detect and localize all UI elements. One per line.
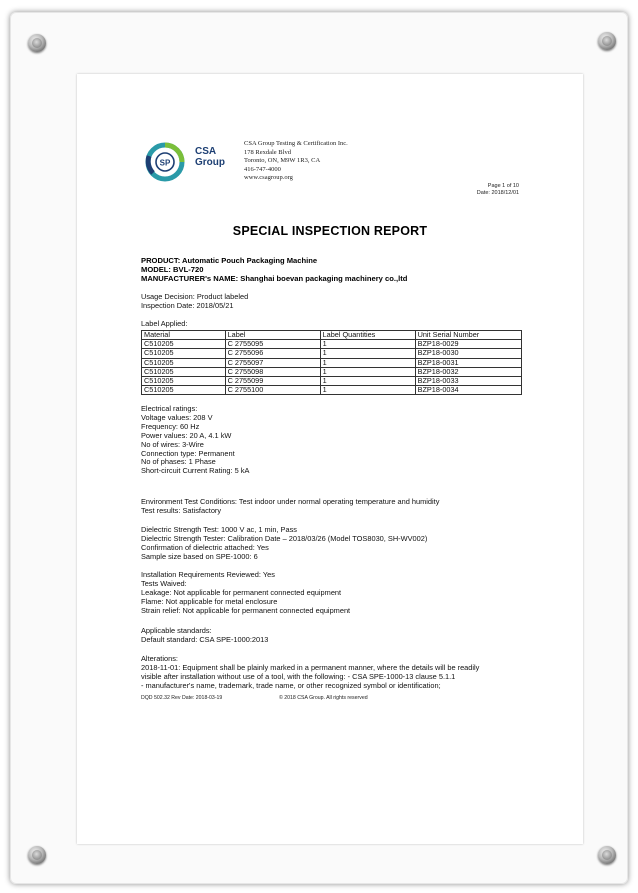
usage-decision: Usage Decision: Product labeled: [141, 292, 249, 301]
svg-text:SP: SP: [159, 158, 171, 168]
column-header: Label: [225, 331, 320, 340]
table-row: [142, 376, 522, 385]
alterations-line: visible after installation without use of a tool, with the following: - CSA SPE-1000-13 clause 5.1.1: [141, 671, 456, 681]
environment-line: Environment Test Conditions: Test indoor under normal operating temperature and humidity: [141, 497, 440, 506]
page-title: SPECIAL INSPECTION REPORT: [232, 224, 428, 238]
table-cell: C 2755100: [225, 386, 320, 395]
labels-heading: Label Applied:: [141, 319, 188, 328]
csa-logo-icon: [145, 142, 189, 182]
alterations-line: - manufacturer's name, trademark, trade name, or other recognized symbol or identification;: [141, 680, 441, 690]
manufacturer-line: MANUFACTURER's NAME: Shanghai boevan packaging machinery co.,ltd: [141, 274, 408, 284]
electrical-line: Connection type: Permanent: [141, 448, 235, 458]
table-cell: BZP18-0030: [415, 349, 521, 358]
electrical-line: Frequency: 60 Hz: [141, 421, 200, 431]
usage-block: [141, 293, 248, 311]
dielectric-strength: [141, 526, 427, 562]
environment-conditions: [141, 498, 439, 516]
address-line: Toronto, ON, M9W 1R3, CA: [244, 157, 321, 165]
applicable-standards: [141, 627, 268, 645]
electrical-line: Voltage values: 208 V: [141, 412, 213, 422]
table-cell: BZP18-0031: [415, 358, 521, 367]
address-line: www.csagroup.org: [244, 174, 293, 182]
logo-wordmark: [195, 146, 225, 168]
logo-line-2: Group: [195, 157, 225, 168]
label-table: [141, 330, 522, 395]
product-line: PRODUCT: Automatic Pouch Packaging Machine: [141, 256, 318, 265]
screw-top-left: [28, 34, 46, 52]
display-frame: [10, 12, 628, 884]
screw-top-right: [598, 32, 616, 50]
dielectric-line: Confirmation of dielectric attached: Yes: [141, 542, 269, 552]
model-line: MODEL: BVL-720: [141, 265, 204, 275]
dielectric-line: Dielectric Strength Test: 1000 V ac, 1 min, Pass: [141, 525, 297, 534]
address-line: CSA Group Testing & Certification Inc.: [244, 140, 348, 147]
alterations: [141, 655, 479, 691]
standards-line: Applicable standards:: [141, 626, 212, 635]
table-cell: C510205: [142, 386, 226, 395]
csa-logo: [145, 142, 223, 182]
installation-requirements: [141, 571, 350, 616]
electrical-ratings: [141, 405, 249, 476]
table-cell: 1: [320, 349, 415, 358]
form-id: DQD 502.32 Rev Date: 2018-03-19: [141, 695, 223, 701]
installation-line: Leakage: Not applicable for permanent connected equipment: [141, 587, 342, 597]
table-cell: C 2755099: [225, 376, 320, 385]
table-cell: C 2755097: [225, 358, 320, 367]
table-cell: 1: [320, 367, 415, 376]
electrical-line: No of phases: 1 Phase: [141, 457, 216, 467]
company-address: [244, 140, 348, 183]
table-row: [142, 386, 522, 395]
alterations-line: 2018-11-01: Equipment shall be plainly marked in a permanent manner, where the details will be readily: [141, 662, 480, 672]
electrical-line: Electrical ratings:: [141, 404, 198, 413]
table-cell: BZP18-0032: [415, 367, 521, 376]
copyright: © 2018 CSA Group. All rights reserved: [279, 695, 368, 701]
report-date: Date: 2018/12/01: [476, 190, 519, 196]
table-cell: 1: [320, 376, 415, 385]
report-page: [77, 74, 583, 844]
table-row: [142, 367, 522, 376]
environment-line: Test results: Satisfactory: [141, 505, 222, 515]
dielectric-line: Sample size based on SPE-1000: 6: [141, 551, 258, 561]
table-cell: 1: [320, 386, 415, 395]
table-row: [142, 349, 522, 358]
page-number: Page 1 of 10: [487, 183, 519, 189]
installation-line: Installation Requirements Reviewed: Yes: [141, 570, 275, 579]
installation-line: Flame: Not applicable for metal enclosure: [141, 596, 278, 606]
screw-bottom-left: [28, 846, 46, 864]
table-cell: C 2755098: [225, 367, 320, 376]
table-cell: BZP18-0034: [415, 386, 521, 395]
table-header-row: [142, 331, 522, 340]
table-row: [142, 358, 522, 367]
column-header: Label Quantities: [320, 331, 415, 340]
table-cell: C510205: [142, 376, 226, 385]
electrical-line: Power values: 20 A, 4.1 kW: [141, 430, 232, 440]
address-line: 178 Rexdale Blvd: [244, 148, 291, 156]
installation-line: Strain relief: Not applicable for permanent connected equipment: [141, 605, 351, 615]
column-header: Material: [142, 331, 226, 340]
table-cell: C510205: [142, 367, 226, 376]
dielectric-line: Dielectric Strength Tester: Calibration Date – 2018/03/26 (Model TOS8030, SH-WV002): [141, 533, 428, 543]
installation-line: Tests Waived:: [141, 578, 187, 588]
address-line: 416-747-4000: [244, 165, 281, 173]
inspection-date: Inspection Date: 2018/05/21: [141, 300, 234, 310]
table-cell: 1: [320, 340, 415, 349]
table-cell: C510205: [142, 349, 226, 358]
table-cell: BZP18-0029: [415, 340, 521, 349]
page-info: [477, 183, 519, 197]
screw-bottom-right: [598, 846, 616, 864]
table-cell: C 2755096: [225, 349, 320, 358]
table-cell: C510205: [142, 358, 226, 367]
product-block: [141, 256, 407, 284]
table-cell: BZP18-0033: [415, 376, 521, 385]
table-cell: C510205: [142, 340, 226, 349]
table-cell: 1: [320, 358, 415, 367]
standards-line: Default standard: CSA SPE-1000:2013: [141, 634, 269, 644]
table-row: [142, 340, 522, 349]
column-header: Unit Serial Number: [415, 331, 521, 340]
alterations-line: Alterations:: [141, 654, 178, 663]
table-cell: C 2755095: [225, 340, 320, 349]
electrical-line: Short-circuit Current Rating: 5 kA: [141, 466, 250, 476]
logo-line-1: CSA: [195, 146, 217, 157]
electrical-line: No of wires: 3-Wire: [141, 439, 204, 449]
